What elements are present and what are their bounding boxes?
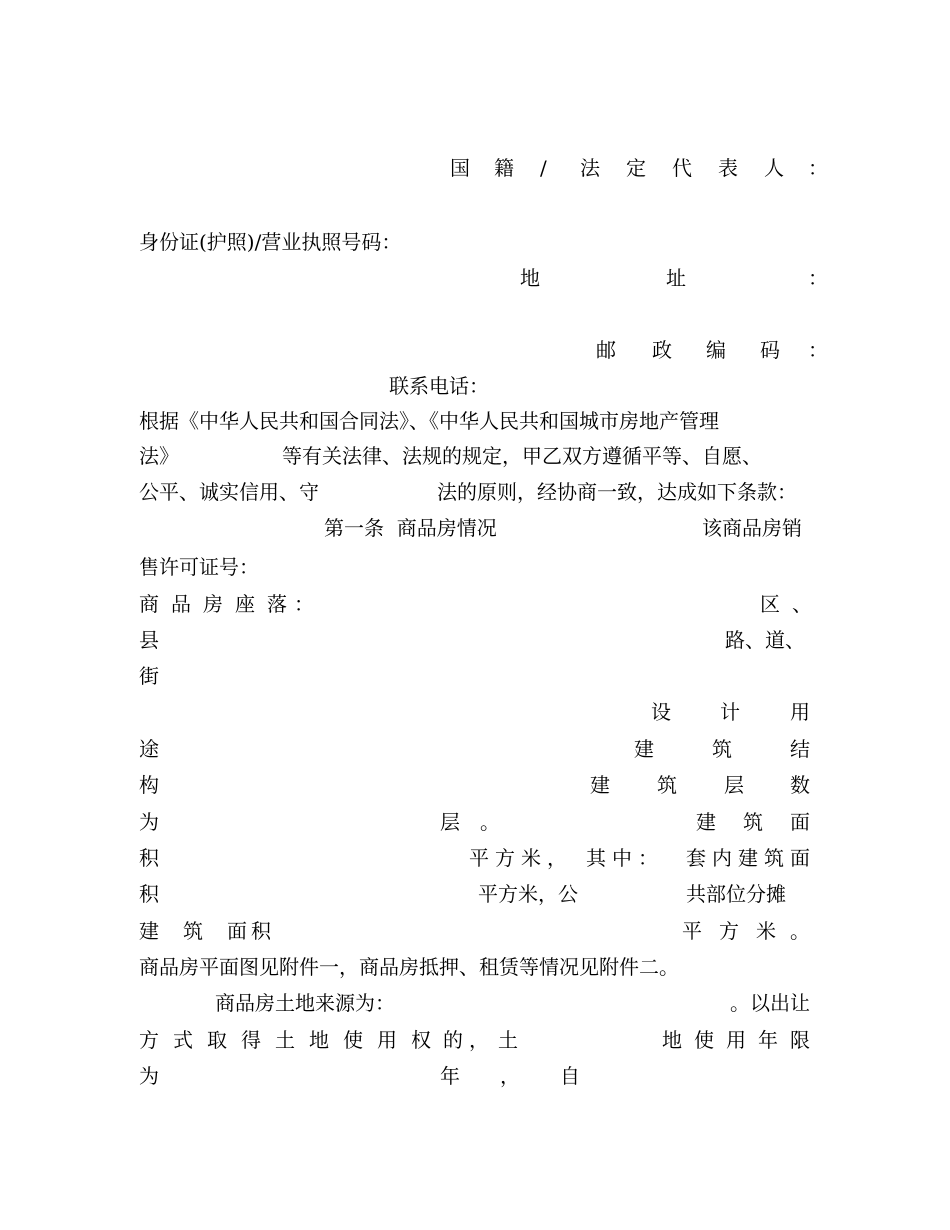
floor-unit-char: 建 — [696, 810, 716, 834]
basis-line-3-a: 公平、诚实信用、守 — [139, 480, 319, 504]
address-char: 地 — [520, 266, 540, 290]
address-char: 址 — [666, 266, 686, 290]
attachments-text: 商品房平面图见附件一，商品房抵押、租赁等情况见附件二。 — [139, 955, 679, 979]
article-text: 该商品房销 — [702, 516, 802, 540]
area-char: 内 — [712, 846, 732, 870]
postal-char: 码 — [760, 338, 780, 362]
floor-unit-char: 为 — [139, 810, 159, 834]
nationality-char: 代 — [672, 156, 692, 180]
land-right-char: 的 — [443, 1028, 463, 1052]
design-char: 设 — [651, 700, 671, 724]
land-right-char: 用 — [377, 1028, 397, 1052]
area-char: 方 — [719, 919, 739, 943]
land-right-char: 式 — [173, 1028, 193, 1052]
structure-char: 建 — [634, 737, 654, 761]
basis-line-3-b: 法的原则，经协商一致，达成如下条款： — [437, 480, 797, 504]
location-char: 座 — [235, 592, 255, 616]
location-char: 品 — [171, 592, 191, 616]
nationality-char: 人 — [764, 156, 784, 180]
land-right-char: 取 — [207, 1028, 227, 1052]
area-char: 套 — [686, 846, 706, 870]
structure-char: 筑 — [712, 737, 732, 761]
area-char: 平 — [682, 919, 702, 943]
location-char: 、 — [792, 592, 812, 616]
area-char: 筑 — [183, 919, 203, 943]
design-char: 计 — [720, 700, 740, 724]
land-right-char: 地 — [309, 1028, 329, 1052]
land-right-char: 年 — [758, 1028, 778, 1052]
area-char: 米 — [756, 919, 776, 943]
land-right-char: 用 — [726, 1028, 746, 1052]
land-right-char: 土 — [275, 1028, 295, 1052]
county-char: 县 — [139, 628, 159, 652]
street-char: 街 — [139, 664, 159, 688]
land-right-char: 使 — [694, 1028, 714, 1052]
floors-char: 筑 — [657, 773, 677, 797]
location-char: ： — [294, 592, 314, 616]
nationality-char: / — [540, 156, 547, 180]
nationality-char: ： — [808, 156, 828, 180]
floor-unit-char: 面 — [790, 810, 810, 834]
basis-line-1: 根据《中华人民共和国合同法》、《中华人民共和国城市房地产管理 — [139, 409, 719, 433]
area-char: 平 — [469, 846, 489, 870]
area-char: 积 — [251, 919, 271, 943]
area-char: 米 — [521, 846, 541, 870]
land-term-char: ， — [500, 1064, 520, 1088]
postal-char: ： — [808, 338, 828, 362]
area-char: 方 — [495, 846, 515, 870]
land-right-char: 权 — [411, 1028, 431, 1052]
area-char: 筑 — [764, 846, 784, 870]
address-char: ： — [808, 266, 828, 290]
area-char: 建 — [738, 846, 758, 870]
land-right-char: ， — [469, 1028, 489, 1052]
floors-char: 建 — [590, 773, 610, 797]
area-char: 建 — [139, 919, 159, 943]
nationality-char: 国 — [450, 156, 470, 180]
nationality-char: 定 — [626, 156, 646, 180]
floors-char: 构 — [139, 773, 159, 797]
land-source-text: 。以出让 — [730, 991, 810, 1015]
location-char: 房 — [203, 592, 223, 616]
floor-unit-char: 层 — [440, 810, 460, 834]
location-char: 区 — [760, 592, 780, 616]
location-char: 商 — [139, 592, 159, 616]
nationality-char: 法 — [580, 156, 600, 180]
nationality-char: 籍 — [494, 156, 514, 180]
land-right-char: 方 — [139, 1028, 159, 1052]
area-text: 平方米，公 — [478, 882, 578, 906]
land-right-char: 得 — [241, 1028, 261, 1052]
area-text: 共部位分摊 — [686, 882, 786, 906]
area-char: 其 — [586, 846, 606, 870]
area-char: 中 — [612, 846, 632, 870]
land-right-char: 使 — [343, 1028, 363, 1052]
area-char: ， — [547, 846, 567, 870]
road-text: 路、道、 — [725, 628, 805, 652]
postal-char: 邮 — [596, 338, 616, 362]
area-char: 积 — [139, 882, 159, 906]
land-term-char: 年 — [440, 1064, 460, 1088]
land-term-char: 自 — [560, 1064, 580, 1088]
article-heading: 第一条 商品房情况 — [324, 516, 497, 540]
design-char: 用 — [790, 700, 810, 724]
land-right-char: 限 — [790, 1028, 810, 1052]
postal-char: 政 — [652, 338, 672, 362]
land-term-char: 为 — [139, 1064, 159, 1088]
area-char: 面 — [790, 846, 810, 870]
license-label: 售许可证号： — [139, 555, 259, 579]
land-right-char: 土 — [498, 1028, 518, 1052]
land-right-char: 地 — [662, 1028, 682, 1052]
area-char: 面 — [227, 919, 247, 943]
postal-char: 编 — [706, 338, 726, 362]
floors-char: 层 — [724, 773, 744, 797]
structure-char: 途 — [139, 737, 159, 761]
floors-char: 数 — [790, 773, 810, 797]
id-number-label: 身份证(护照)/营业执照号码： — [139, 230, 402, 254]
floor-unit-char: 筑 — [743, 810, 763, 834]
area-char: 。 — [790, 919, 810, 943]
phone-label: 联系电话： — [389, 374, 489, 398]
land-source-label: 商品房土地来源为： — [215, 991, 395, 1015]
structure-char: 结 — [790, 737, 810, 761]
basis-line-2-b: 等有关法律、法规的规定，甲乙双方遵循平等、自愿、 — [282, 444, 762, 468]
area-char: ： — [638, 846, 658, 870]
nationality-char: 表 — [718, 156, 738, 180]
location-char: 落 — [267, 592, 287, 616]
basis-line-2-a: 法》 — [139, 444, 179, 468]
area-char: 积 — [139, 846, 159, 870]
floor-unit-char: 。 — [480, 810, 500, 834]
